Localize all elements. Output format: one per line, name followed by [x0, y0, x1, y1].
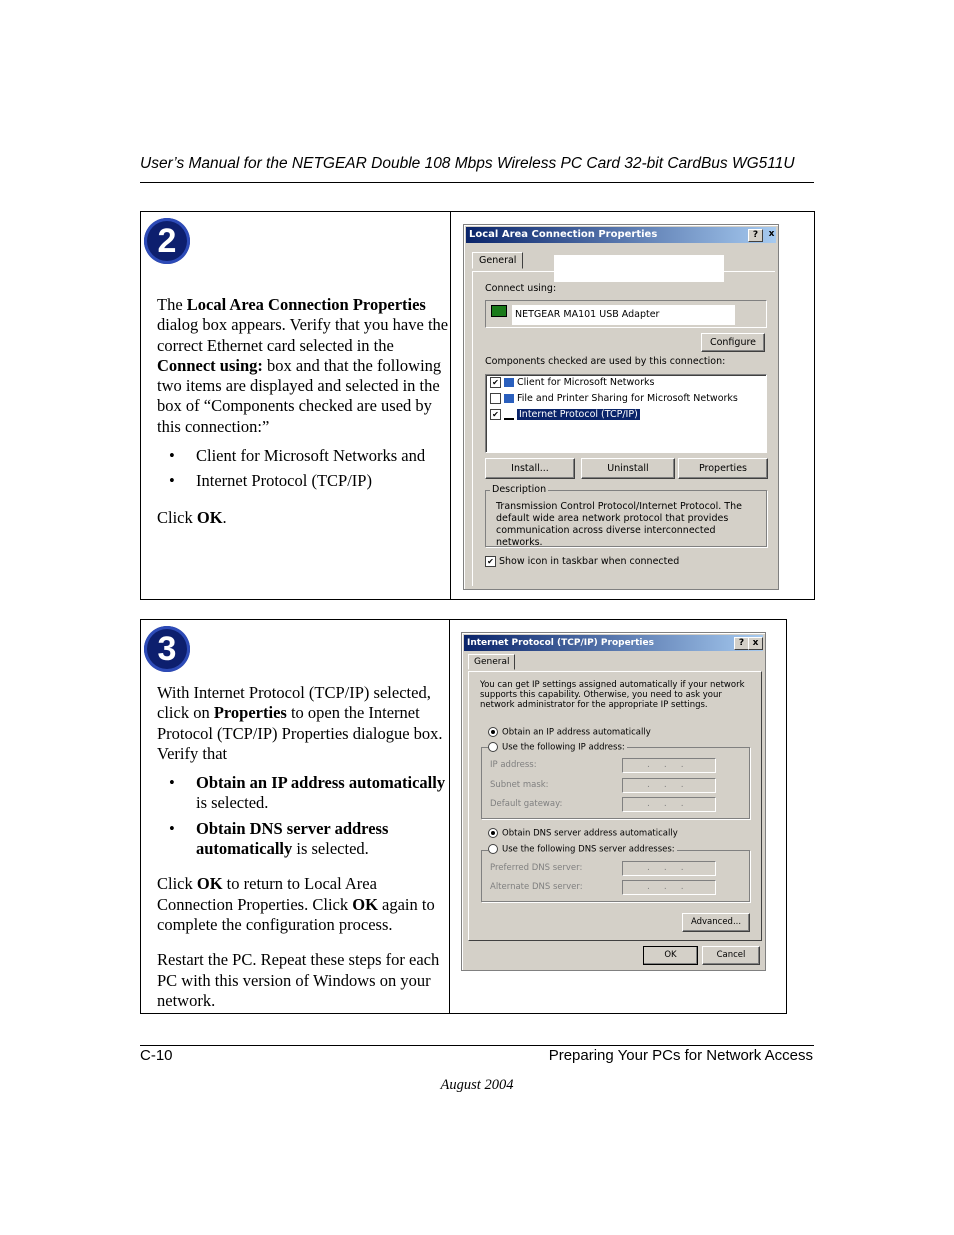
checkbox-icon[interactable]: ✔: [490, 409, 501, 420]
intro-text: You can get IP settings assigned automatically if your network supports this capability. Otherwise, you need to ask your network administrator for the appropriate IP settings.: [480, 680, 745, 710]
obtain-dns-radio[interactable]: Obtain DNS server address automatically: [488, 828, 678, 839]
step3-paragraph: With Internet Protocol (TCP/IP) selected, click on Properties to open the Internet Protocol (TCP/IP) Properties dialogue box. Verify that: [157, 683, 443, 763]
close-button[interactable]: x: [768, 229, 775, 239]
configure-button[interactable]: Configure: [701, 333, 765, 352]
preferred-dns-label: Preferred DNS server:: [490, 863, 583, 873]
radio-icon[interactable]: [488, 844, 498, 854]
connect-using-label: Connect using:: [485, 283, 557, 294]
help-button[interactable]: ?: [734, 637, 749, 650]
tab-general[interactable]: General: [468, 654, 515, 670]
dialog-titlebar: Internet Protocol (TCP/IP) Properties ? x: [464, 635, 763, 651]
step2-click-ok: Click OK.: [157, 507, 227, 527]
description-label: Description: [492, 484, 547, 495]
obtain-ip-radio[interactable]: Obtain an IP address automatically: [488, 727, 651, 738]
component-tcpip[interactable]: ✔ Internet Protocol (TCP/IP): [490, 409, 640, 420]
step2-divider: [450, 211, 451, 599]
page-header: User’s Manual for the NETGEAR Double 108 Mbps Wireless PC Card 32-bit CardBus WG511U: [140, 155, 795, 172]
subnet-mask-field[interactable]: ...: [622, 778, 716, 793]
uninstall-button[interactable]: Uninstall: [581, 458, 675, 479]
step3-paragraph-ok: Click OK to return to Local Area Connection Properties. Click OK again to complete the configuration process.: [157, 874, 435, 934]
properties-button[interactable]: Properties: [678, 458, 768, 479]
component-client[interactable]: ✔ Client for Microsoft Networks: [490, 377, 654, 388]
page-number: C-10: [140, 1047, 173, 1064]
chapter-title: Preparing Your PCs for Network Access: [548, 1047, 813, 1064]
step3-bullet: • Obtain an IP address automatically is selected.: [169, 773, 446, 813]
help-button[interactable]: ?: [748, 229, 763, 242]
cancel-button[interactable]: Cancel: [702, 946, 760, 965]
alternate-dns-field[interactable]: ...: [622, 880, 716, 895]
use-dns-radio[interactable]: Use the following DNS server addresses:: [488, 844, 677, 855]
step3-number-badge: 3: [144, 626, 190, 672]
component-file-sharing[interactable]: File and Printer Sharing for Microsoft Networks: [490, 393, 738, 404]
step3-text: [157, 683, 449, 1011]
step3-paragraph-restart: Restart the PC. Repeat these steps for each PC with this version of Windows on your network.: [157, 950, 440, 1010]
footer-rule: [140, 1045, 814, 1046]
description-text: Transmission Control Protocol/Internet Protocol. The default wide area network protocol that provides communication across diverse interconnected networks.: [496, 501, 742, 548]
adapter-name: NETGEAR MA101 USB Adapter: [512, 305, 735, 325]
step2-bullet: • Client for Microsoft Networks and: [169, 446, 426, 466]
step3-bullet: • Obtain DNS server address automatically is selected.: [169, 818, 389, 859]
alternate-dns-label: Alternate DNS server:: [490, 882, 583, 892]
step2-number-badge: 2: [144, 218, 190, 264]
checkbox-icon[interactable]: ✔: [490, 377, 501, 388]
use-ip-radio[interactable]: Use the following IP address:: [488, 742, 627, 753]
network-client-icon: [504, 378, 514, 387]
ip-address-field[interactable]: ...: [622, 758, 716, 773]
ok-button[interactable]: OK: [643, 946, 698, 965]
tab-general[interactable]: General: [472, 252, 523, 269]
install-button[interactable]: Install...: [485, 458, 575, 479]
lan-properties-dialog: [463, 224, 779, 590]
checkbox-icon[interactable]: [490, 393, 501, 404]
radio-icon[interactable]: [488, 742, 498, 752]
checkbox-icon[interactable]: ✔: [485, 556, 496, 567]
step2-text: [157, 295, 449, 528]
subnet-mask-label: Subnet mask:: [490, 780, 549, 790]
radio-selected-icon[interactable]: [488, 828, 498, 838]
components-label: Components checked are used by this connection:: [485, 356, 726, 367]
protocol-icon: [504, 409, 514, 420]
network-adapter-icon: [491, 305, 507, 317]
ip-address-label: IP address:: [490, 760, 537, 770]
preferred-dns-field[interactable]: ...: [622, 861, 716, 876]
tcpip-properties-dialog: [461, 632, 766, 971]
header-rule: [140, 182, 814, 183]
default-gateway-field[interactable]: ...: [622, 797, 716, 812]
publication-date: August 2004: [440, 1077, 514, 1093]
close-button[interactable]: x: [748, 637, 763, 650]
advanced-button[interactable]: Advanced...: [682, 913, 750, 932]
radio-selected-icon[interactable]: [488, 727, 498, 737]
dialog-titlebar: Local Area Connection Properties ? x: [466, 227, 776, 243]
file-sharing-icon: [504, 394, 514, 403]
show-icon-checkbox[interactable]: ✔ Show icon in taskbar when connected: [485, 556, 679, 567]
step2-paragraph: The Local Area Connection Properties dialog box appears. Verify that you have the correct Ethernet card selected in the Connect using: box and that the following two items are displayed and selected in the box of “Components checked are used by this connection:”: [157, 295, 449, 436]
step3-divider: [449, 619, 450, 1013]
step2-bullet: • Internet Protocol (TCP/IP): [169, 471, 372, 491]
default-gateway-label: Default gateway:: [490, 799, 563, 809]
